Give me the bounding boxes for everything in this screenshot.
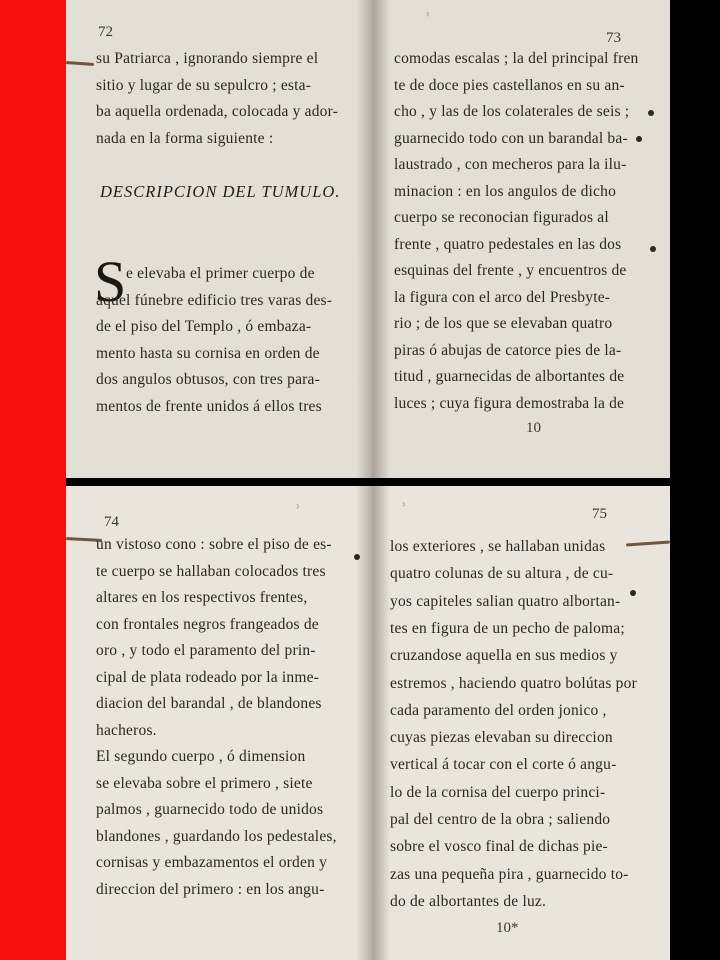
text-line: estremos , haciendo quatro bolútas por xyxy=(390,674,637,692)
text-line: quatro colunas de su altura , de cu- xyxy=(390,565,614,583)
signature-mark: 10* xyxy=(496,920,519,936)
ink-dot xyxy=(648,110,654,116)
text-line: yos capiteles salian quatro albortan- xyxy=(390,592,621,610)
text-line: palmos , guarnecido todo de unidos xyxy=(96,801,324,818)
page-number: 73 xyxy=(606,30,621,46)
text-line: vertical á tocar con el corte ó angu- xyxy=(390,756,617,774)
text-line: se elevaba sobre el primero , siete xyxy=(96,774,313,792)
text-line: pal del centro de la obra ; saliendo xyxy=(390,811,611,828)
text-line: altares en los respectivos frentes, xyxy=(96,589,308,606)
text-line: con frontales negros frangeados de xyxy=(96,615,319,633)
text-line: cruzandose aquella en sus medios y xyxy=(390,647,618,665)
text-line: cho , y las de los colaterales de seis ; xyxy=(394,103,630,120)
ink-dot xyxy=(354,554,360,560)
text-line: luces ; cuya figura demostraba la de xyxy=(394,394,625,412)
text-line: cuerpo se reconocian figurados al xyxy=(394,209,609,226)
text-line: los exteriores , se hallaban unidas xyxy=(390,538,606,555)
text-line: ba aquella ordenada, colocada y ador- xyxy=(96,103,339,120)
text-line: cipal de plata rodeado por la inme- xyxy=(96,668,320,686)
book-spread-top xyxy=(66,0,670,478)
page-number: 75 xyxy=(592,506,607,522)
text-line: mento hasta su cornisa en orden de xyxy=(96,344,320,362)
ink-dot xyxy=(650,246,656,252)
text-line: do de albortantes de luz. xyxy=(390,892,547,910)
text-line: cornisas y embazamentos el orden y xyxy=(96,854,328,871)
text-line: frente , quatro pedestales en las dos xyxy=(394,235,622,253)
text-line: guarnecido todo con un barandal ba- xyxy=(394,129,628,147)
text-line: e elevaba el primer cuerpo de xyxy=(126,265,315,282)
binding-thread xyxy=(626,540,670,546)
page-75 xyxy=(376,486,670,960)
page-74 xyxy=(66,486,366,960)
text-line: sobre el vosco final de dichas pie- xyxy=(390,838,608,856)
page-72 xyxy=(66,0,366,478)
text-line: diacion del barandal , de blandones xyxy=(96,695,322,712)
signature-mark: 10 xyxy=(526,420,541,436)
text-line: cada paramento del orden jonico , xyxy=(390,701,607,719)
text-line: blandones , guardando los pedestales, xyxy=(96,827,337,845)
text-line: mentos de frente unidos á ellos tres xyxy=(96,397,322,415)
text-line: esquinas del frente , y encuentros de xyxy=(394,262,627,279)
text-line: tes en figura de un pecho de paloma; xyxy=(390,619,625,637)
text-line: te cuerpo se hallaban colocados tres xyxy=(96,562,326,580)
text-line: comodas escalas ; la del principal fren xyxy=(394,50,639,67)
red-side-bar xyxy=(0,0,66,960)
section-heading: DESCRIPCION DEL TUMULO. xyxy=(100,182,341,201)
text-line: sitio y lugar de su sepulcro ; esta- xyxy=(96,76,312,94)
text-line: laustrado , con mecheros para la ilu- xyxy=(394,156,627,173)
text-line: direccion del primero : en los angu- xyxy=(96,880,325,898)
text-line: un vistoso cono : sobre el piso de es- xyxy=(96,536,332,553)
binding-thread xyxy=(66,61,94,66)
text-line: dos angulos obtusos, con tres para- xyxy=(96,371,320,388)
ink-dot xyxy=(636,136,642,142)
text-line: de el piso del Templo , ó embaza- xyxy=(96,318,312,335)
text-line: hacheros. xyxy=(96,721,157,739)
ink-smudge: ʾ xyxy=(294,500,302,525)
ink-smudge: ʾ xyxy=(424,8,432,33)
page-number: 74 xyxy=(104,514,119,530)
text-line: oro , y todo el paramento del prin- xyxy=(96,642,316,659)
page-73 xyxy=(376,0,670,478)
book-spread-bottom xyxy=(66,486,670,960)
text-line: cuyas piezas elevaban su direccion xyxy=(390,729,613,747)
text-line: su Patriarca , ignorando siempre el xyxy=(96,50,319,67)
drop-cap: S xyxy=(94,249,127,314)
text-line: la figura con el arco del Presbyte- xyxy=(394,288,611,306)
page-number: 72 xyxy=(98,24,113,40)
text-line: nada en la forma siguiente : xyxy=(96,129,274,147)
text-line: piras ó abujas de catorce pies de la- xyxy=(394,341,622,359)
text-line: minacion : en los angulos de dicho xyxy=(394,182,617,200)
text-line: titud , guarnecidas de albortantes de xyxy=(394,368,625,385)
text-line: lo de la cornisa del cuerpo princi- xyxy=(390,783,606,801)
text-line: te de doce pies castellanos en su an- xyxy=(394,76,625,94)
text-line: zas una pequeña pira , guarnecido to- xyxy=(390,865,629,883)
ink-dot xyxy=(630,590,636,596)
text-line: rio ; de los que se elevaban quatro xyxy=(394,315,613,332)
text-line: El segundo cuerpo , ó dimension xyxy=(96,748,306,765)
ink-smudge: ʾ xyxy=(400,498,408,523)
text-line: aquel fúnebre edificio tres varas des- xyxy=(96,291,333,309)
